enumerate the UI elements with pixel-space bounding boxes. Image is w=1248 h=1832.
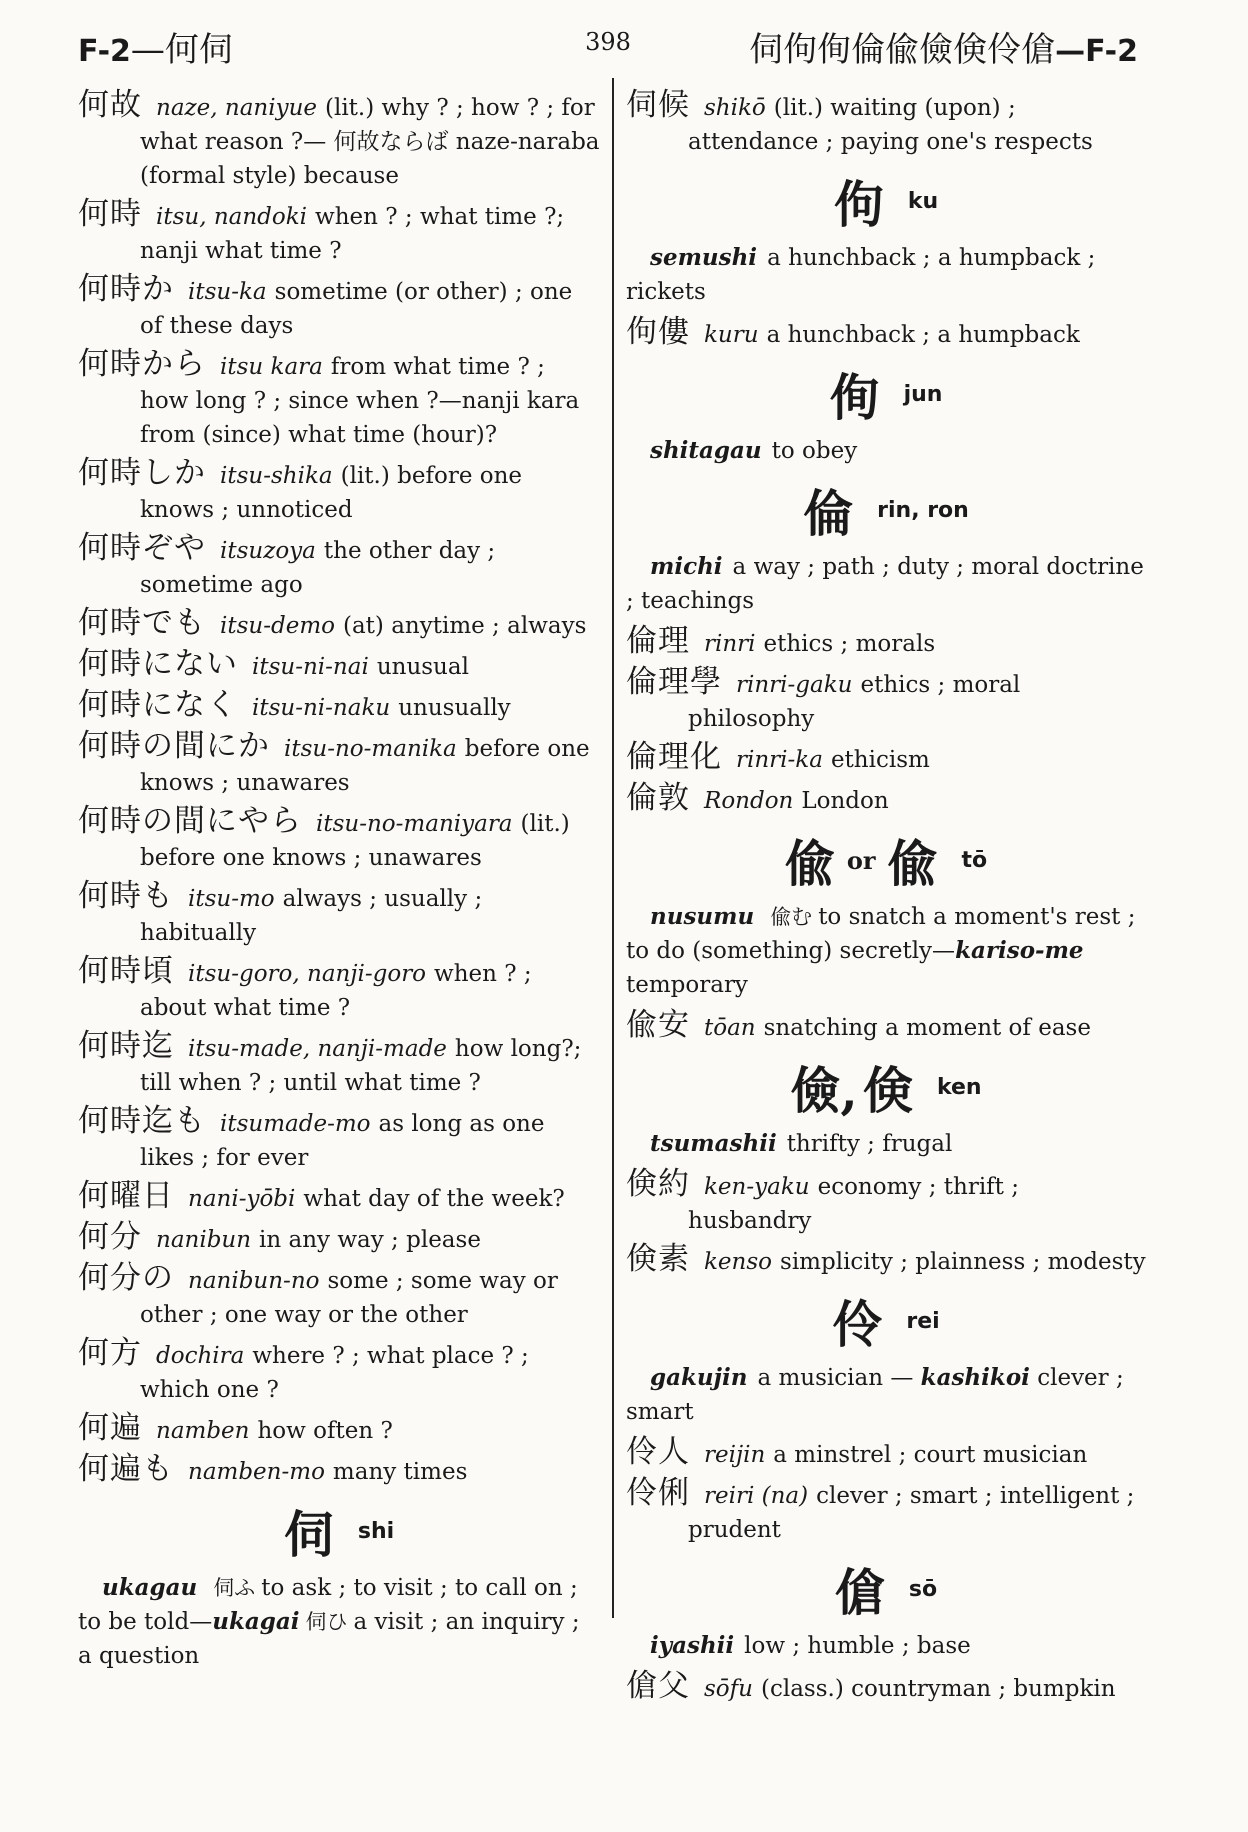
dictionary-entry (78, 456, 600, 527)
entry-head: 何曜日 (78, 1178, 174, 1214)
dictionary-entry (78, 1104, 600, 1175)
left-column (78, 88, 600, 1679)
kanji-heading-shi (78, 1495, 600, 1567)
page-header (78, 22, 1138, 70)
entry-definition: (lit.) why ? ; how ? ; for what reason ?— 何故ならば naze-naraba (formal style) because (140, 95, 600, 189)
section-tag-left: F-2 (78, 34, 131, 69)
dictionary-entry (78, 606, 600, 643)
entry-reading: itsu-ni-nai (252, 654, 369, 680)
entry-head: 何分の (78, 1260, 174, 1296)
entry-head: 何遍も (78, 1451, 174, 1487)
kun-reading-rei (626, 1361, 1146, 1429)
entry-definition: sometime (or other) ; one of these days (140, 279, 573, 339)
entry-head: 伶人 (626, 1434, 690, 1470)
kun-kana: 伺ひ (305, 1610, 348, 1634)
entry-reading: itsu, nandoki (156, 204, 308, 230)
entry-head: 何時にない (78, 646, 238, 682)
dictionary-entry (78, 1220, 600, 1257)
header-right (749, 22, 1138, 71)
entry-head: 何時迄も (78, 1103, 206, 1139)
kanji-char: 偸 (887, 834, 938, 893)
entry-head: 何時しか (78, 455, 206, 491)
rei-entry-list (626, 1435, 1146, 1547)
entry-head: 傖父 (626, 1668, 690, 1704)
kun-text: a hunchback ; a humpback ; rickets (626, 245, 1096, 305)
dictionary-entry (78, 879, 600, 950)
entry-definition: always ; usually ; habitually (140, 886, 483, 946)
entry-reading: kenso (704, 1249, 773, 1275)
dictionary-entry (626, 740, 1146, 777)
entry-reading: itsumade-mo (220, 1111, 371, 1137)
entry-definition: ethicism (830, 747, 930, 773)
kun-text: clever ; smart (626, 1365, 1124, 1425)
entry-reading: nanibun (156, 1227, 252, 1253)
entry-reading: ken-yaku (704, 1174, 810, 1200)
dictionary-entry (78, 1261, 600, 1332)
entry-reading: tōan (704, 1015, 756, 1041)
entry-head: 佝僂 (626, 314, 690, 350)
entry-definition: ethics ; moral philosophy (688, 672, 1021, 732)
dictionary-entry (78, 1029, 600, 1100)
kun-reading-ken (626, 1127, 1146, 1161)
kanji-char: 侚 (829, 368, 880, 427)
kanji-heading-rin (626, 474, 1146, 546)
entry-reading: itsu-goro, nanji-goro (188, 961, 427, 987)
entry-head: 何分 (78, 1219, 142, 1255)
kanji-heading-rei (626, 1285, 1146, 1357)
entry-reading: reiri (na) (704, 1483, 809, 1509)
entry-head: 伺候 (626, 87, 690, 123)
entry-head: 何時頃 (78, 953, 174, 989)
entry-reading: itsu-demo (220, 613, 335, 639)
entry-definition: a minstrel ; court musician (773, 1442, 1088, 1468)
entry-head: 倫敦 (626, 780, 690, 816)
entry-reading: reijin (704, 1442, 766, 1468)
header-right-chars: 伺佝侚倫偸儉倹伶傖 (749, 30, 1056, 70)
entry-definition: (at) anytime ; always (342, 613, 587, 639)
dictionary-entry (78, 347, 600, 452)
kun-reading-ku (626, 241, 1146, 309)
dictionary-entry (626, 665, 1146, 736)
dictionary-entry (626, 624, 1146, 661)
kanji-heading-ku (626, 165, 1146, 237)
entry-head: 伶俐 (626, 1475, 690, 1511)
entry-head: 何故 (78, 87, 142, 123)
entry-head: 倫理 (626, 623, 690, 659)
entry-reading: itsu kara (220, 354, 323, 380)
kun-word: shitagau (650, 437, 762, 464)
entry-reading: shikō (704, 95, 766, 121)
entry-reading: itsu-no-manika (284, 736, 457, 762)
entry-definition: (lit.) waiting (upon) ; attendance ; paying one's respects (688, 95, 1093, 155)
header-left-chars: —何伺 (130, 30, 233, 70)
entry-reading: Rondon (704, 788, 794, 814)
entry-head: 何時迄 (78, 1028, 174, 1064)
dictionary-entry (78, 88, 600, 193)
dictionary-entry (626, 315, 1146, 352)
dictionary-entry (78, 804, 600, 875)
dictionary-entry (626, 1167, 1146, 1238)
kanji-heading-jun (626, 358, 1146, 430)
entry-reading: namben (156, 1418, 250, 1444)
kanji-char: 儉, (790, 1061, 858, 1120)
kanji-char: 倹 (862, 1061, 913, 1120)
entry-definition: what day of the week? (303, 1186, 565, 1212)
kanji-romaji: rei (906, 1308, 940, 1334)
ken-entry-list (626, 1167, 1146, 1279)
kun-text: a visit ; an inquiry ; a question (78, 1609, 580, 1669)
kun-reading-shi (78, 1571, 600, 1673)
entry-definition: when ? ; about what time ? (140, 961, 532, 1021)
kun-word: nusumu (650, 903, 755, 930)
kun-word: michi (650, 553, 723, 580)
entry-head: 何時でも (78, 605, 206, 641)
entry-head: 何時か (78, 271, 174, 307)
kanji-romaji: rin, ron (877, 497, 969, 523)
entry-reading: sōfu (704, 1676, 753, 1702)
kun-reading-rin (626, 550, 1146, 618)
entry-definition: how often ? (257, 1418, 393, 1444)
right-column (626, 88, 1146, 1710)
dictionary-entry (626, 88, 1146, 159)
entry-reading: dochira (156, 1343, 245, 1369)
entry-head: 何時ぞや (78, 530, 206, 566)
dictionary-entry (78, 1452, 600, 1489)
entry-definition: from what time ? ; how long ? ; since when ?—nanji kara from (since) what time (hour)? (140, 354, 580, 448)
dictionary-entry (78, 1179, 600, 1216)
dictionary-entry (626, 1476, 1146, 1547)
kanji-char: 倫 (803, 484, 854, 543)
entry-reading: rinri-gaku (736, 672, 853, 698)
kanji-char: 傖 (834, 1563, 885, 1622)
kun-text: a way ; path ; duty ; moral doctrine ; teachings (626, 554, 1144, 614)
dictionary-entry (626, 1008, 1146, 1045)
dictionary-entry (78, 1411, 600, 1448)
entry-reading: rinri-ka (736, 747, 823, 773)
kanji-char: 伺 (283, 1505, 334, 1564)
entry-definition: the other day ; sometime ago (140, 538, 496, 598)
entry-definition: (lit.) before one knows ; unawares (140, 811, 570, 871)
kanji-romaji: sō (908, 1576, 938, 1602)
entry-head: 何時の間にやら (78, 803, 302, 839)
entry-head: 倹素 (626, 1241, 690, 1277)
entry-head: 何時 (78, 196, 142, 232)
entry-head: 何時になく (78, 687, 238, 723)
dictionary-entry (626, 1669, 1146, 1706)
dictionary-entry (78, 647, 600, 684)
entry-definition: when ? ; what time ?; nanji what time ? (140, 204, 565, 264)
entry-reading: itsu-ka (188, 279, 267, 305)
left-entry-list (78, 88, 600, 1489)
dictionary-entry (626, 1435, 1146, 1472)
entry-head: 何遍 (78, 1410, 142, 1446)
dictionary-entry (78, 272, 600, 343)
kanji-romaji: jun (903, 381, 943, 407)
entry-head: 倫理學 (626, 664, 722, 700)
kanji-romaji: ku (907, 188, 939, 214)
entry-reading: itsu-mo (188, 886, 275, 912)
entry-head: 何時も (78, 878, 174, 914)
entry-definition: many times (332, 1459, 468, 1485)
kun-text: thrifty ; frugal (786, 1131, 953, 1157)
entry-reading: nanibun-no (188, 1268, 320, 1294)
entry-definition: snatching a moment of ease (763, 1015, 1091, 1041)
kun-text: temporary (626, 972, 748, 998)
kun-word: iyashii (650, 1632, 735, 1659)
kanji-heading-ken (626, 1051, 1146, 1123)
entry-definition: simplicity ; plainness ; modesty (780, 1249, 1146, 1275)
dictionary-entry (626, 781, 1146, 818)
kun-word: kariso-me (955, 937, 1084, 964)
dictionary-entry (78, 1336, 600, 1407)
kun-word: kashikoi (920, 1364, 1030, 1391)
entry-reading: nani-yōbi (188, 1186, 296, 1212)
dictionary-entry (78, 197, 600, 268)
kun-text: to snatch a moment's rest ; to do (something) secretly— (626, 904, 1136, 964)
entry-reading: itsu-no-maniyara (316, 811, 513, 837)
dictionary-entry (78, 954, 600, 1025)
entry-definition: clever ; smart ; intelligent ; prudent (688, 1483, 1135, 1543)
entry-head: 何方 (78, 1335, 142, 1371)
entry-definition: some ; some way or other ; one way or the other (140, 1268, 558, 1328)
kun-word: tsumashii (650, 1130, 777, 1157)
entry-definition: before one knows ; unawares (140, 736, 590, 796)
kanji-char: 伶 (832, 1295, 883, 1354)
entry-definition: a hunchback ; a humpback (766, 322, 1080, 348)
entry-definition: how long?; till when ? ; until what time ? (140, 1036, 582, 1096)
kanji-char: 偸 (784, 834, 835, 893)
entry-reading: rinri (704, 631, 756, 657)
kun-kana: 伺ふ (213, 1576, 256, 1600)
entry-definition: (lit.) before one knows ; unnoticed (140, 463, 523, 523)
kanji-romaji: tō (961, 847, 988, 873)
entry-head: 偸安 (626, 1007, 690, 1043)
kun-reading-so (626, 1629, 1146, 1663)
dictionary-entry (78, 531, 600, 602)
dictionary-entry (626, 1242, 1146, 1279)
entry-definition: unusual (376, 654, 469, 680)
kun-reading-jun (626, 434, 1146, 468)
entry-reading: itsu-ni-naku (252, 695, 391, 721)
entry-definition: economy ; thrift ; husbandry (688, 1174, 1019, 1234)
entry-definition: ethics ; morals (763, 631, 936, 657)
kanji-romaji: shi (357, 1518, 395, 1544)
entry-reading: itsuzoya (220, 538, 316, 564)
kun-word: gakujin (650, 1364, 748, 1391)
entry-head: 倫理化 (626, 739, 722, 775)
entry-definition: in any way ; please (259, 1227, 481, 1253)
kun-text: to ask ; to visit ; to call on ; to be told— (78, 1575, 578, 1635)
entry-definition: as long as one likes ; for ever (140, 1111, 545, 1171)
entry-head: 何時の間にか (78, 728, 270, 764)
rin-entry-list (626, 624, 1146, 818)
entry-definition: unusually (398, 695, 511, 721)
kanji-heading-so (626, 1553, 1146, 1625)
kanji-separator: or (846, 845, 876, 875)
kun-word: ukagau (102, 1574, 198, 1601)
kun-text: a musician — (757, 1365, 914, 1391)
kun-kana: 偸む (770, 905, 813, 929)
kanji-char: 佝 (833, 175, 884, 234)
page-number: 398 (585, 28, 631, 56)
dictionary-entry (78, 729, 600, 800)
entry-definition: (class.) countryman ; bumpkin (760, 1676, 1116, 1702)
entry-reading: itsu-shika (220, 463, 333, 489)
entry-definition: where ? ; what place ? ; which one ? (140, 1343, 529, 1403)
kanji-romaji: ken (936, 1074, 982, 1100)
entry-head: 何時から (78, 346, 206, 382)
entry-reading: naze, naniyue (156, 95, 317, 121)
column-divider (612, 78, 614, 1618)
entry-reading: itsu-made, nanji-made (188, 1036, 447, 1062)
entry-head: 倹約 (626, 1166, 690, 1202)
entry-reading: namben-mo (188, 1459, 325, 1485)
kun-word: semushi (650, 244, 758, 271)
kun-reading-to (626, 900, 1146, 1002)
entry-definition: London (801, 788, 889, 814)
dictionary-entry (78, 688, 600, 725)
kun-text: low ; humble ; base (744, 1633, 971, 1659)
kanji-heading-to (626, 824, 1146, 896)
entry-reading: kuru (704, 322, 759, 348)
kun-word: ukagai (212, 1608, 300, 1635)
section-tag-right: —F-2 (1055, 34, 1138, 69)
kun-text: to obey (771, 438, 858, 464)
